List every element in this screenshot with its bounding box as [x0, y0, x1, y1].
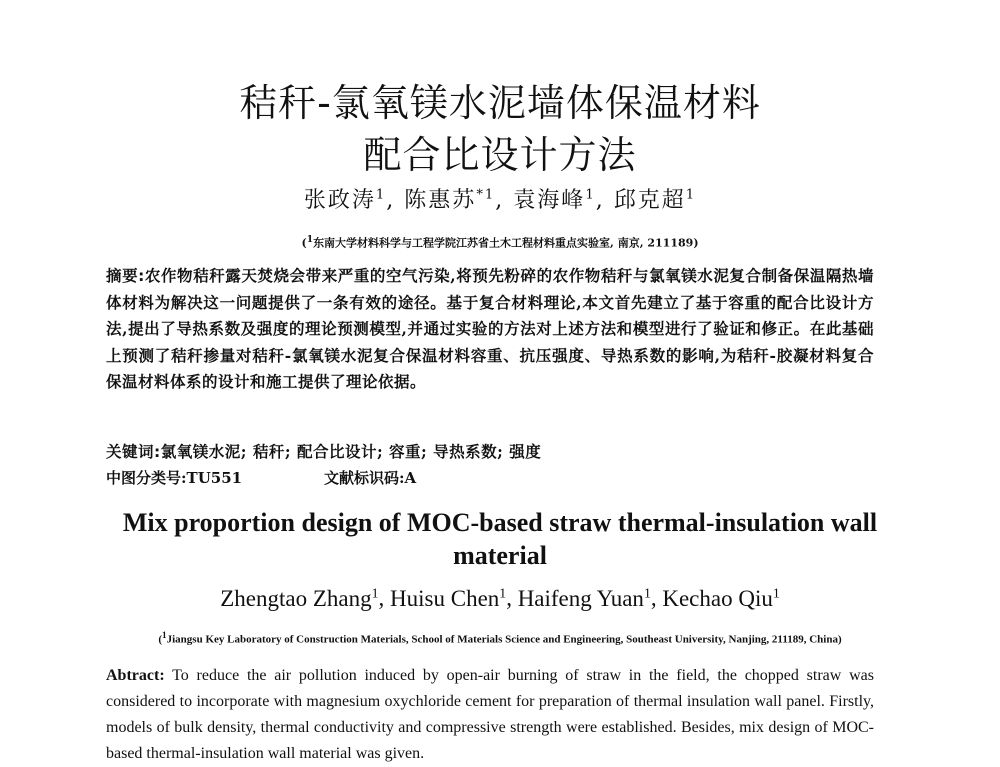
document-code — [324, 467, 416, 488]
author-en-2: Huisu Chen$^1$ — [390, 585, 507, 611]
abstract-en-label: Abtract: — [106, 667, 165, 684]
author-cn-2: 陈惠苏$^{*1}$ — [404, 187, 496, 213]
clc-value: TU551 — [186, 469, 243, 487]
abstract-cn-label: 摘要: — [106, 267, 145, 285]
classification-line — [106, 467, 874, 488]
keywords-label: 关键词: — [106, 443, 161, 461]
chinese-affiliation: ($^1$东南大学材料科学与工程学院江苏省土木工程材料重点实验室, 南京, 211189) — [301, 234, 699, 250]
doc-code-value: A — [404, 469, 417, 487]
english-author-list: Zhengtao Zhang$^1$, Huisu Chen$^1$, Haifeng Yuan$^1$, Kechao Qiu$^1$ — [220, 585, 780, 611]
chinese-abstract — [106, 263, 874, 396]
abstract-cn-text: 农作物秸秆露天焚烧会带来严重的空气污染,将预先粉碎的农作物秸秆与氯氧镁水泥复合制备保温隔热墙体材料为解决这一问题提供了一条有效的途径。基于复合材料理论,本文首先建立了基于容重的配合比设计方法,提出了导热系数及强度的理论预测模型,并通过实验的方法对上述方法和模型进行了验证和修正。在此基础上预测了秸秆掺量对秸秆-氯氧镁水泥复合保温材料容重、抗压强度、导热系数的影响,为秸秆-胶凝材料复合保温材料体系的设计和施工提供了理论依据。 — [106, 266, 874, 391]
author-cn-1: 张政涛$^1$ — [303, 187, 387, 213]
author-en-4: Kechao Qiu$^1$ — [662, 585, 780, 611]
english-title-line-1: Mix proportion design of MOC-based straw thermal-insulation wall — [122, 508, 878, 537]
chinese-title-line-2: 配合比设计方法 — [363, 133, 637, 177]
clc-label: 中图分类号: — [106, 469, 187, 487]
chinese-title-line-1: 秸秆-氯氧镁水泥墙体保温材料 — [239, 81, 761, 125]
english-affiliation: ($^1$Jiangsu Key Laboratory of Construction Materials, School of Materials Science and Engineering, Southeast University, Nanjing, 211189, China) — [158, 630, 842, 646]
english-title — [60, 506, 940, 572]
chinese-keywords — [106, 440, 874, 462]
doc-code-label: 文献标识码: — [324, 469, 405, 487]
keywords-text: 氯氧镁水泥; 秸秆; 配合比设计; 容重; 导热系数; 强度 — [160, 442, 542, 461]
chinese-author-list: 张政涛$^1$, 陈惠苏$^{*1}$, 袁海峰$^1$, 邱克超$^1$ — [303, 187, 697, 213]
abstract-en-text: To reduce the air pollution induced by open-air burning of straw in the field, the chopped straw was considered to incorporate with magnesium oxychloride cement for preparation of thermal insulation wall panel. Firstly, models of bulk density, thermal conductivity and compressive strength were established. Besides, mix design of MOC-based thermal-insulation wall material was given. — [106, 667, 874, 762]
author-cn-3: 袁海峰$^1$ — [513, 187, 596, 213]
english-abstract — [106, 663, 874, 767]
author-cn-4: 邱克超$^1$ — [613, 187, 697, 213]
english-title-line-2: material — [453, 541, 547, 570]
author-en-3: Haifeng Yuan$^1$ — [517, 585, 651, 611]
author-en-1: Zhengtao Zhang$^1$ — [220, 585, 379, 611]
